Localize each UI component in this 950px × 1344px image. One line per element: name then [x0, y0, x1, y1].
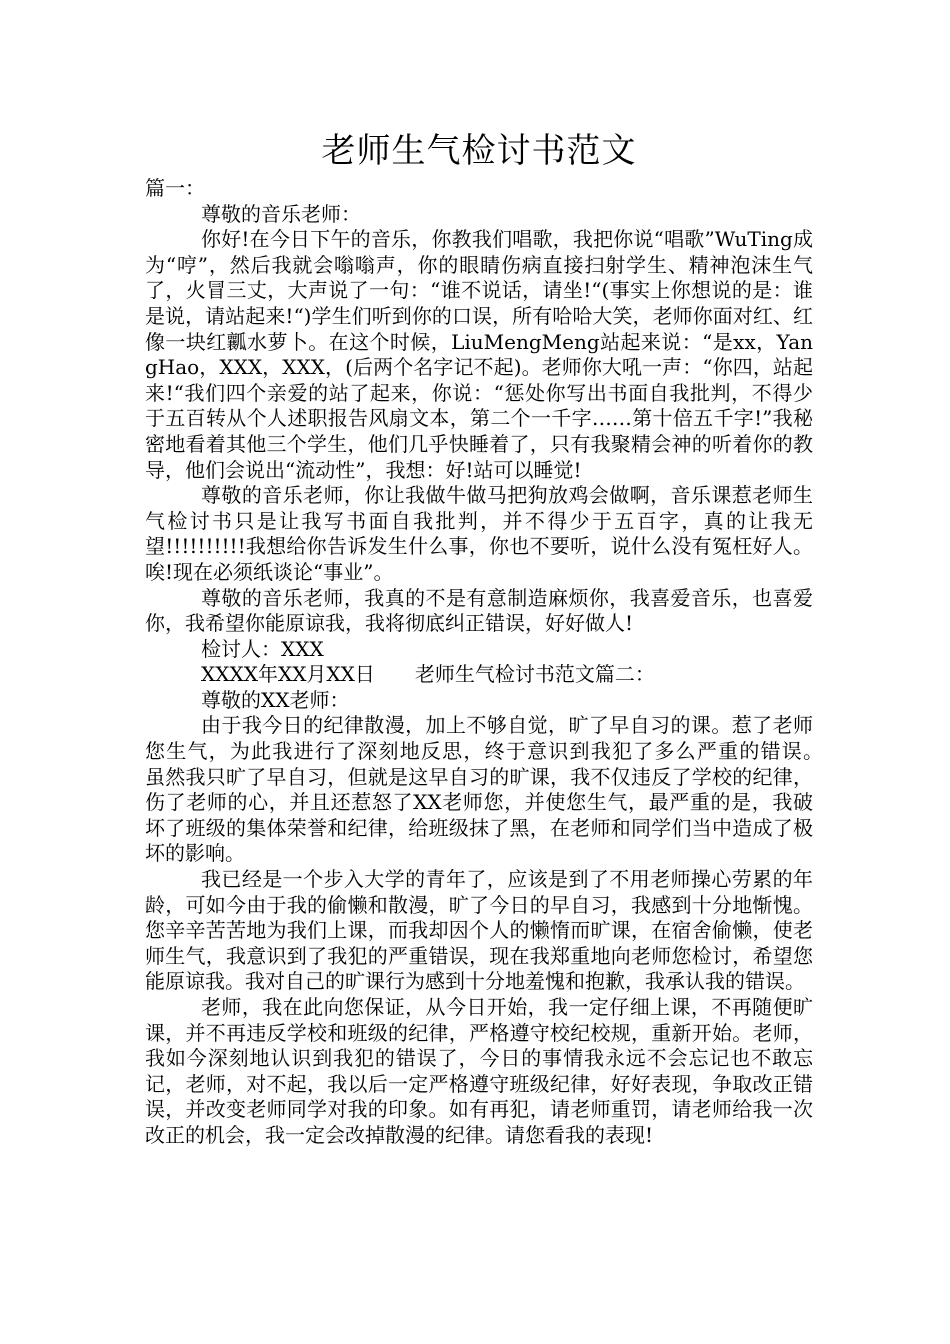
- paragraph-salutation: 尊敬的XX老师：: [201, 687, 350, 712]
- paragraph-body: 由于我今日的纪律散漫，加上不够自觉，旷了早自习的课。惹了老师您生气，为此我进行了深刻地反思，终于意识到我犯了多么严重的错误。 虽然我只旷了早自习，但就是这早自习的旷课，我不仅违反了学校的纪律，伤了老师的心，并且还惹怒了XX老师您，并使您生气，最严重的是，我破坏了班级的集体荣誉和纪律，给班级抹了黑，在老师和同学们当中造成了极坏的影响。: [145, 713, 853, 866]
- paragraph-section-label: 篇一：: [145, 176, 205, 200]
- paragraph-body: 你好!在今日下午的音乐，你教我们唱歌，我把你说“唱歌”WuTing成为“哼”，然后我就会嗡嗡声，你的眼睛伤病直接扫射学生、精神泡沫生气了，火冒三丈，大声说了一句：“谁不说话，请坐!“(事实上你想说的是：谁是说，请站起来!“)学生们听到你的口误，所有哈哈大笑，老师你面对红、红像一块红瓤水萝卜。在这个时候，LiuMengMeng站起来说：“是xx，YangHao，XXX，XXX，(后两个名字记不起)。老师你大吼一声：“你四，站起来!“我们四个亲爱的站了起来，你说：“惩处你写出书面自我批判，不得少于五百转从个人述职报告风扇文本，第二个一千字……第十倍五千字!”我秘密地看着其他三个学生，他们几乎快睡着了，只有我聚精会神的听着你的教导，他们会说出“流动性”，我想：好!站可以睡觉!: [145, 227, 813, 482]
- paragraph-body: 老师，我在此向您保证，从今日开始，我一定仔细上课，不再随便旷课，并不再违反学校和班级的纪律，严格遵守校纪校规，重新开始。老师，我如今深刻地认识到我犯的错误了，今日的事情我永远不会忘记也不敢忘记，老师，对不起，我以后一定严格遵守班级纪律，好好表现，争取改正错误，并改变老师同学对我的印象。如有再犯，请老师重罚，请老师给我一次改正的机会，我一定会改掉散漫的纪律。请您看我的表现!: [145, 995, 813, 1147]
- paragraph-body: 我已经是一个步入大学的青年了，应该是到了不用老师操心劳累的年龄，可如今由于我的偷懒和散漫，旷了今日的早自习，我感到十分地惭愧。您辛辛苦苦地为我们上课，而我却因个人的懒惰而旷课，在宿舍偷懒，使老师生气，我意识到了我犯的严重错误，现在我郑重地向老师您检讨，希望您能原谅我。我对自己的旷课行为感到十分地羞愧和抱歉，我承认我的错误。: [145, 867, 813, 994]
- document-page: [145, 128, 853, 1149]
- paragraph-signature: 检讨人：XXX: [201, 636, 324, 661]
- paragraph-body: 尊敬的音乐老师，你让我做牛做马把狗放鸡会做啊，音乐课惹老师生气检讨书只是让我写书面自我批判，并不得少于五百字，真的让我无望!!!!!!!!!!我想给你告诉发生什么事，你也不要听，说什么没有冤枉好人。唉!现在必须纸谈论“事业”。: [145, 483, 813, 584]
- document-title: 老师生气检讨书范文: [321, 131, 637, 171]
- paragraph-body: 尊敬的音乐老师，我真的不是有意制造麻烦你，我喜爱音乐，也喜爱你，我希望你能原谅我，我将彻底纠正错误，好好做人!: [145, 585, 813, 636]
- paragraph-salutation: 尊敬的音乐老师：: [201, 201, 361, 226]
- paragraph-date-and-section: XXXX年XX月XX日 老师生气检讨书范文篇二：: [201, 662, 655, 687]
